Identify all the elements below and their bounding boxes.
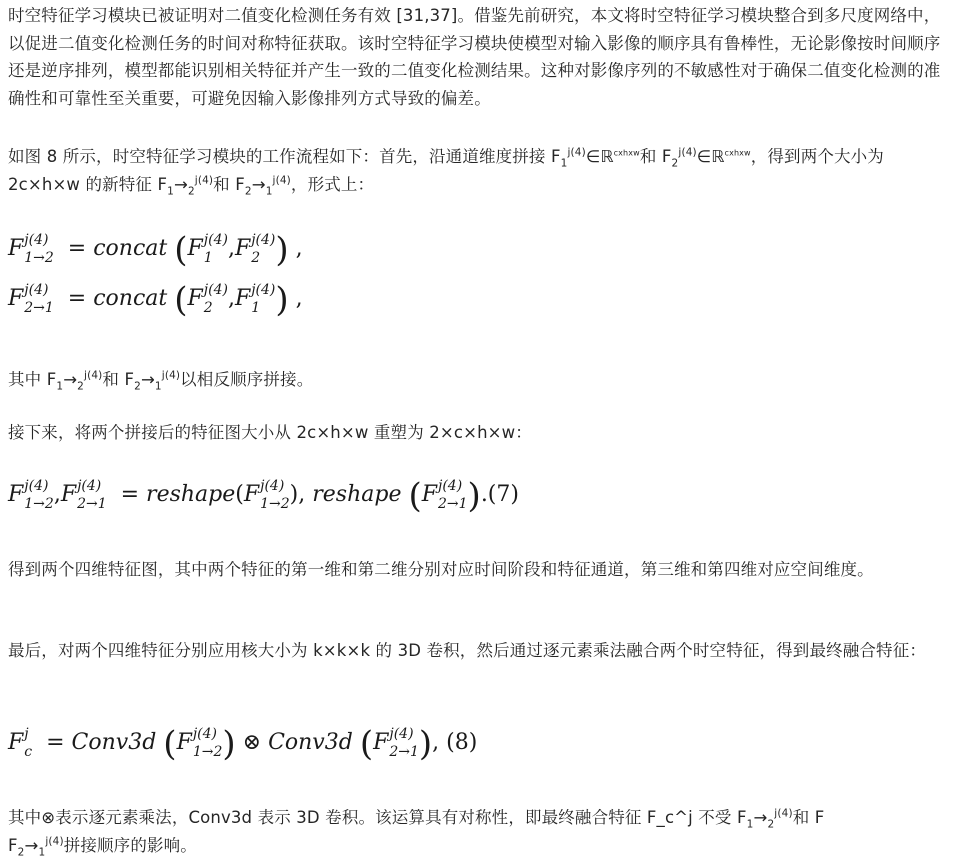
paragraph-reverse-order: 其中 $F_1\to_2^{j(4)}$和 $F_2\to_1^{j(4)}$以相反顺序拼接。 [8,369,314,393]
equation-fusion: F j c = Conv3d (F j(4) 1→2 ) ⊗ Conv3d (F j(4) 2→1 ), (8) [8,724,478,764]
equation-reshape: F j(4) 1→2 ,F j(4) 2→1 = reshape(F j(4) 1→2 ), reshape (F j(4) 2→1 ).(7) [8,476,519,516]
paragraph-3d-conv: 最后，对两个四维特征分别应用核大小为 k×k×k 的 3D 卷积，然后通过逐元素乘法融合两个时空特征，得到最终融合特征： [8,641,926,660]
paragraph-intro: 时空特征学习模块已被证明对二值变化检测任务有效 [31,37]。借鉴先前研究，本文将时空特征学习模块整合到多尺度网络中，以促进二值变化检测任务的时间对称特征获取。该时空特征学习模块使模型对输入影像的顺序具有鲁棒性，无论影像按时间顺序还是逆序排列，模型都能识别相关特征并产生一致的二值变化检测结果。这种对影像序列的不敏感性对于确保二值变化检测的准确性和可靠性至关重要，可避免因输入影像排列方式导致的偏差。 [8,6,941,108]
paragraph-4d-features: 得到两个四维特征图，其中两个特征的第一维和第二维分别对应时间阶段和特征通道，第三维和第四维对应空间维度。 [8,560,874,579]
paragraph-reshape: 接下来，将两个拼接后的特征图大小从 2c×h×w 重塑为 2×c×h×w： [8,423,532,442]
equation-concat-2-1: F j(4) 2→1 = concat (F j(4) 2 ,F j(4) 1 ) , [8,280,303,320]
equation-concat-1-2: F j(4) 1→2 = concat (F j(4) 1 ,F j(4) 2 ) , [8,230,303,270]
paragraph-symmetry: 其中⊗表示逐元素乘法，Conv3d 表示 3D 卷积。该运算具有对称性，即最终融合特征 F_c^j 不受 $F_1\to_2^{j(4)}$和 F $F_2\to_1^{j(4)}$拼接顺序的影响。 [8,807,825,858]
paragraph-workflow: 如图 8 所示，时空特征学习模块的工作流程如下：首先，沿通道维度拼接 $F_1^{j(4)}\in ℝ^{cxhxw}$和 $F_2^{j(4)}\in ℝ^{cxhxw}$，得到两个大小为 2c×h×w 的新特征 $F_1\to_2^{j(4)}$和 $F_2\to_1^{j(4)}$，形式上： [8,146,884,197]
